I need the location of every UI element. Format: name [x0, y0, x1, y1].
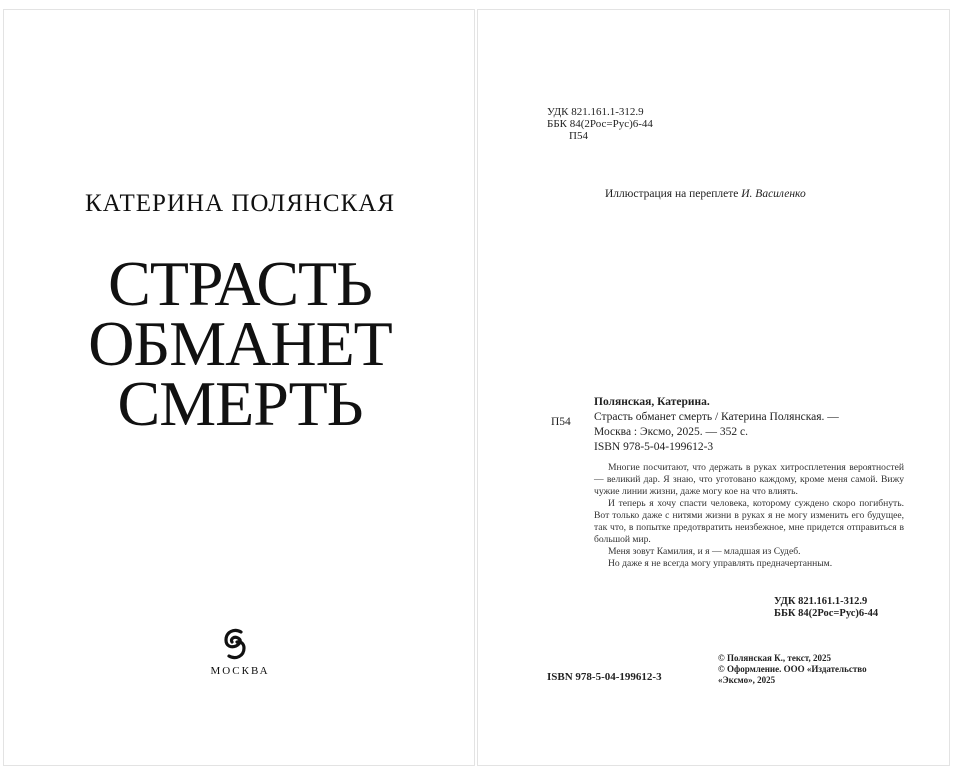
- annotation-paragraph: Многие посчитают, что держать в руках хитросплетения вероятностей — великий дар. Я знаю, что уготовано каждому, кроме меня самой. Вижу чужие линии жизни, даже могу кое на что влиять.: [594, 462, 904, 497]
- illustration-credit: [605, 188, 806, 200]
- right-page: [477, 9, 950, 766]
- isbn-bottom: ISBN 978-5-04-199612-3: [547, 671, 662, 683]
- biblio-author: Полянская, Катерина.: [594, 396, 710, 408]
- author-mark-top: П54: [569, 130, 588, 142]
- copyright-block: [718, 653, 867, 686]
- author-name: КАТЕРИНА ПОЛЯНСКАЯ: [84, 190, 396, 217]
- classification-codes-bottom: [774, 596, 878, 620]
- title-line-1: СТРАСТЬ: [108, 248, 372, 319]
- bbk-code-bottom: ББК 84(2Рос=Рус)6-44: [774, 608, 879, 619]
- annotation-paragraph: И теперь я хочу спасти человека, которому суждено скоро погибнуть. Вот только даже с нитями жизни в руках я не могу изменить его будущее, так что, в попытке предотвратить неизбежное, мне придется отправиться в большой мир.: [594, 498, 904, 545]
- illustration-label: Иллюстрация на переплете: [605, 188, 739, 200]
- copyright-line: © Оформление. ООО «Издательство: [718, 664, 867, 674]
- book-title: [4, 248, 476, 439]
- classification-codes-top: [547, 106, 653, 142]
- biblio-imprint-line: Москва : Эксмо, 2025. — 352 с.: [594, 426, 748, 438]
- copyright-line: © Полянская К., текст, 2025: [718, 653, 832, 663]
- udk-code-bottom: УДК 821.161.1-312.9: [774, 596, 868, 607]
- annotation-paragraph: Но даже я не всегда могу управлять предначертанным.: [608, 558, 833, 569]
- author-mark: П54: [551, 416, 571, 428]
- biblio-isbn: ISBN 978-5-04-199612-3: [594, 441, 714, 453]
- bibliographic-record: [594, 395, 904, 455]
- biblio-title-line: Страсть обманет смерть / Катерина Полянская. —: [594, 411, 839, 423]
- publisher-city: МОСКВА: [210, 665, 270, 677]
- title-line-3: СМЕРТЬ: [117, 368, 363, 439]
- annotation: [594, 462, 904, 570]
- bbk-code: ББК 84(2Рос=Рус)6-44: [547, 118, 653, 130]
- publisher-logo-icon: [220, 626, 250, 662]
- copyright-line: «Эксмо», 2025: [718, 675, 776, 685]
- left-page: [3, 9, 475, 766]
- annotation-paragraph: Меня зовут Камилия, и я — младшая из Судеб.: [608, 546, 801, 557]
- udk-code: УДК 821.161.1-312.9: [547, 106, 644, 118]
- illustrator-name: И. Василенко: [741, 188, 806, 200]
- title-line-2: ОБМАНЕТ: [88, 308, 392, 379]
